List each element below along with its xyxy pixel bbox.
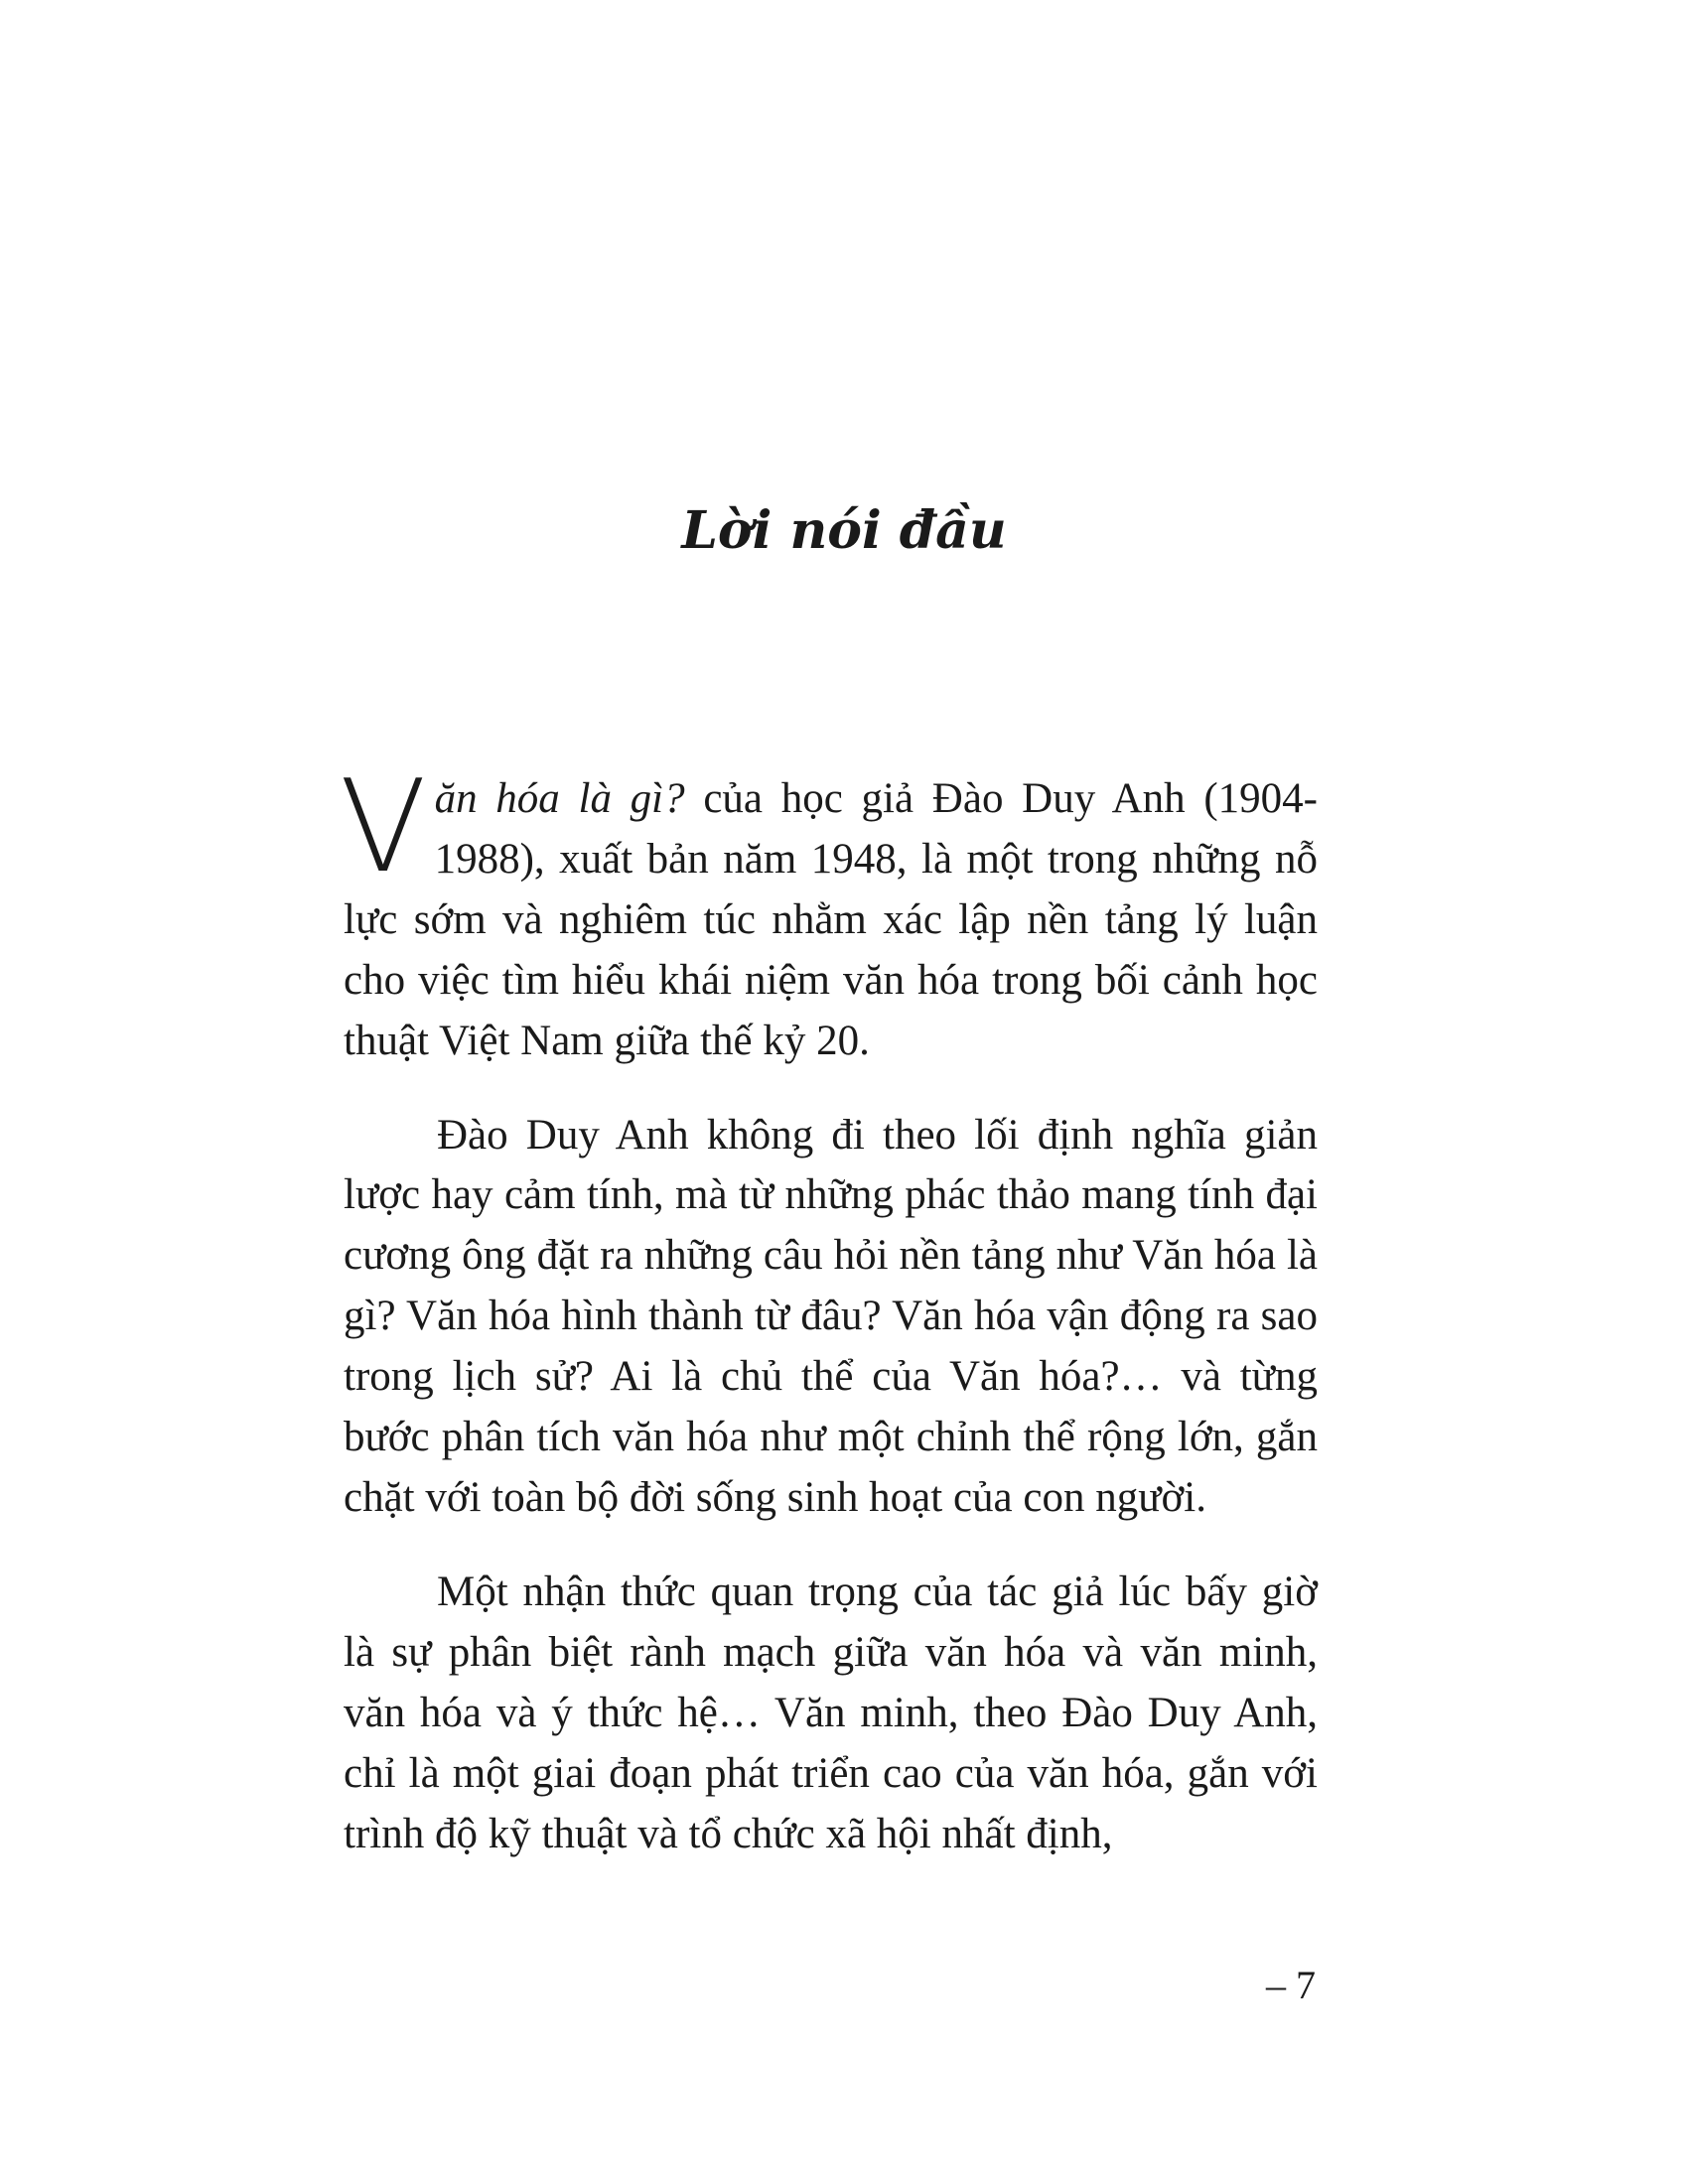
- drop-cap: V: [340, 753, 427, 901]
- chapter-title: Lời nói đầu: [681, 500, 1007, 561]
- page-number: – 7: [1266, 1963, 1316, 2007]
- paragraph-1-text: của học giả Đào Duy Anh (1904-1988), xuất bản năm 1948, là một trong những nỗ lực sớm và nghiêm túc nhằm xác lập nền tảng lý luận cho việc tìm hiểu khái niệm văn hóa trong bối cảnh học thuật Việt Nam giữa thế kỷ 20.: [344, 775, 1318, 1064]
- book-title-italic: ăn hóa là gì?: [434, 775, 685, 822]
- paragraph-1: [340, 753, 1318, 1072]
- body-text: [340, 753, 1318, 1898]
- paragraph-2: Đào Duy Anh không đi theo lối định nghĩa giản lược hay cảm tính, mà từ những phác thảo mang tính đại cương ông đặt ra những câu hỏi nền tảng như Văn hóa là gì? Văn hóa hình thành từ đâu? Văn hóa vận động ra sao trong lịch sử? Ai là chủ thể của Văn hóa?… và từng bước phân tích văn hóa như một chỉnh thể rộng lớn, gắn chặt với toàn bộ đời sống sinh hoạt của con người.: [344, 1111, 1318, 1521]
- paragraph-3: Một nhận thức quan trọng của tác giả lúc bấy giờ là sự phân biệt rành mạch giữa văn hóa và văn minh, văn hóa và ý thức hệ… Văn minh, theo Đào Duy Anh, chỉ là một giai đoạn phát triển cao của văn hóa, gắn với trình độ kỹ thuật và tổ chức xã hội nhất định,: [344, 1568, 1318, 1857]
